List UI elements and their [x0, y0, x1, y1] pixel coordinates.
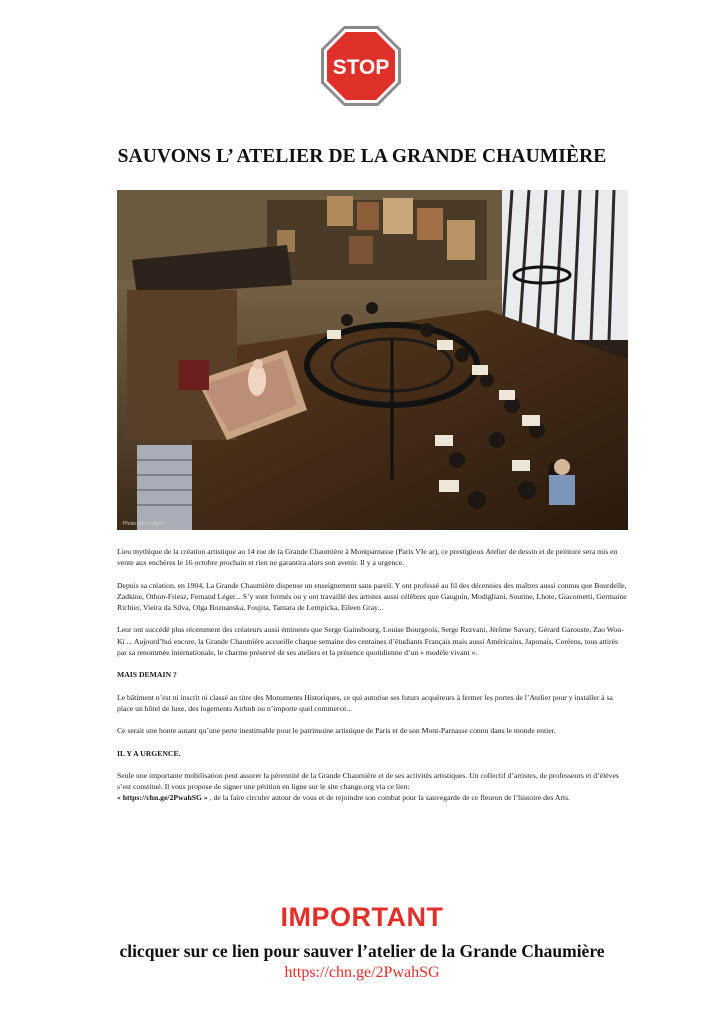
heading-urgence: IL Y A URGENCE. — [117, 748, 181, 758]
paragraph-mobilisation-end: , de la faire circuler autour de vous et de rejoindre son combat pour la sauvegarde de ce fleuron de l’histoire des Arts. — [207, 793, 571, 803]
paragraph-mobilisation-text: Seule une importante mobilisation peut assurer la pérennité de la Grande Chaumière et de ses activités artistiques. Un collectif d’artistes, de professeurs et d’élèves s’est constitué. Il vous propose de signer une pétition en ligne sur le site change.org via ce lien: — [117, 770, 619, 792]
cta-text: clicquer sur ce lien pour sauver l’atelier de la Grande Chaumière — [119, 941, 605, 961]
page-title: SAUVONS L’ ATELIER DE LA GRANDE CHAUMIÈRE — [117, 146, 607, 167]
paragraph-building: Le bâtiment n’est ni inscrit ni classé au titre des Monuments Historiques, ce qui autorise ses futurs acquéreurs à fermer les portes de l’Atelier pour y installer à sa place un hôtel de luxe, des logements Airbnb ou n’importe quel commerce... — [117, 692, 613, 713]
stop-sign-icon — [319, 24, 403, 108]
stop-sign-label: STOP — [332, 56, 390, 79]
paragraph-history: Depuis sa création, en 1904, La Grande Chaumière dispense un enseignement sans pareil. Y ont professé au fil des décennies des maîtres aussi connus que Bourdelle, Zadkine, Othon-Friesz, Fernand Léger... S’y sont formés ou y ont travaillé des artistes aussi célèbres que Gauguin, Modigliani, Soutine, Lhote, Giacometti, Germaine Richier, Vieira da Silva, Olga Boznanska, Foujita, Tamara de Lempicka, Eileen Gray... — [117, 580, 627, 612]
petition-link-inline[interactable]: « https://chn.ge/2PwahSG » — [117, 793, 208, 803]
paragraph-intro: Lieu mythique de la création artistique au 14 rue de la Grande Chaumière à Montparnasse (Paris VIe ar), ce prestigieux Atelier de dessin et de peinture sera mis en vente aux enchères le 16 octobre prochain et rien ne garantira alors son avenir. Il y a urgence. — [117, 547, 618, 568]
paragraph-shame: Ce serait une honte autant qu’une perte inestimable pour le patrimoine artistique de Paris et de son Mont-Parnasse connu dans le monde entier. — [117, 726, 556, 736]
heading-mais-demain: MAIS DEMAIN ? — [117, 670, 177, 680]
paragraph-successors: Leur ont succédé plus récemment des créateurs aussi éminents que Serge Gainsbourg, Louise Bourgeois, Serge Rezvani, Jérôme Savary, Gérard Garouste, Zao Wou-Ki ... Aujourd’hui encore, la Grande Chaumière accueille chaque semaine des centaines d’étudiants Français mais aussi Américains, Japonais, Coréens, tous attirés par sa renommée internationale, le charme préservé de ses ateliers et la présence quotidienne d’un « modèle vivant ». — [117, 625, 624, 657]
paragraph-mobilisation — [117, 770, 629, 804]
photo-credit: Photo: Elise Ulijerz — [123, 521, 165, 527]
petition-link[interactable]: https://chn.ge/2PwahSG — [284, 964, 440, 981]
article-body — [117, 546, 629, 815]
important-heading: IMPORTANT — [280, 902, 444, 932]
atelier-photo — [117, 190, 628, 530]
